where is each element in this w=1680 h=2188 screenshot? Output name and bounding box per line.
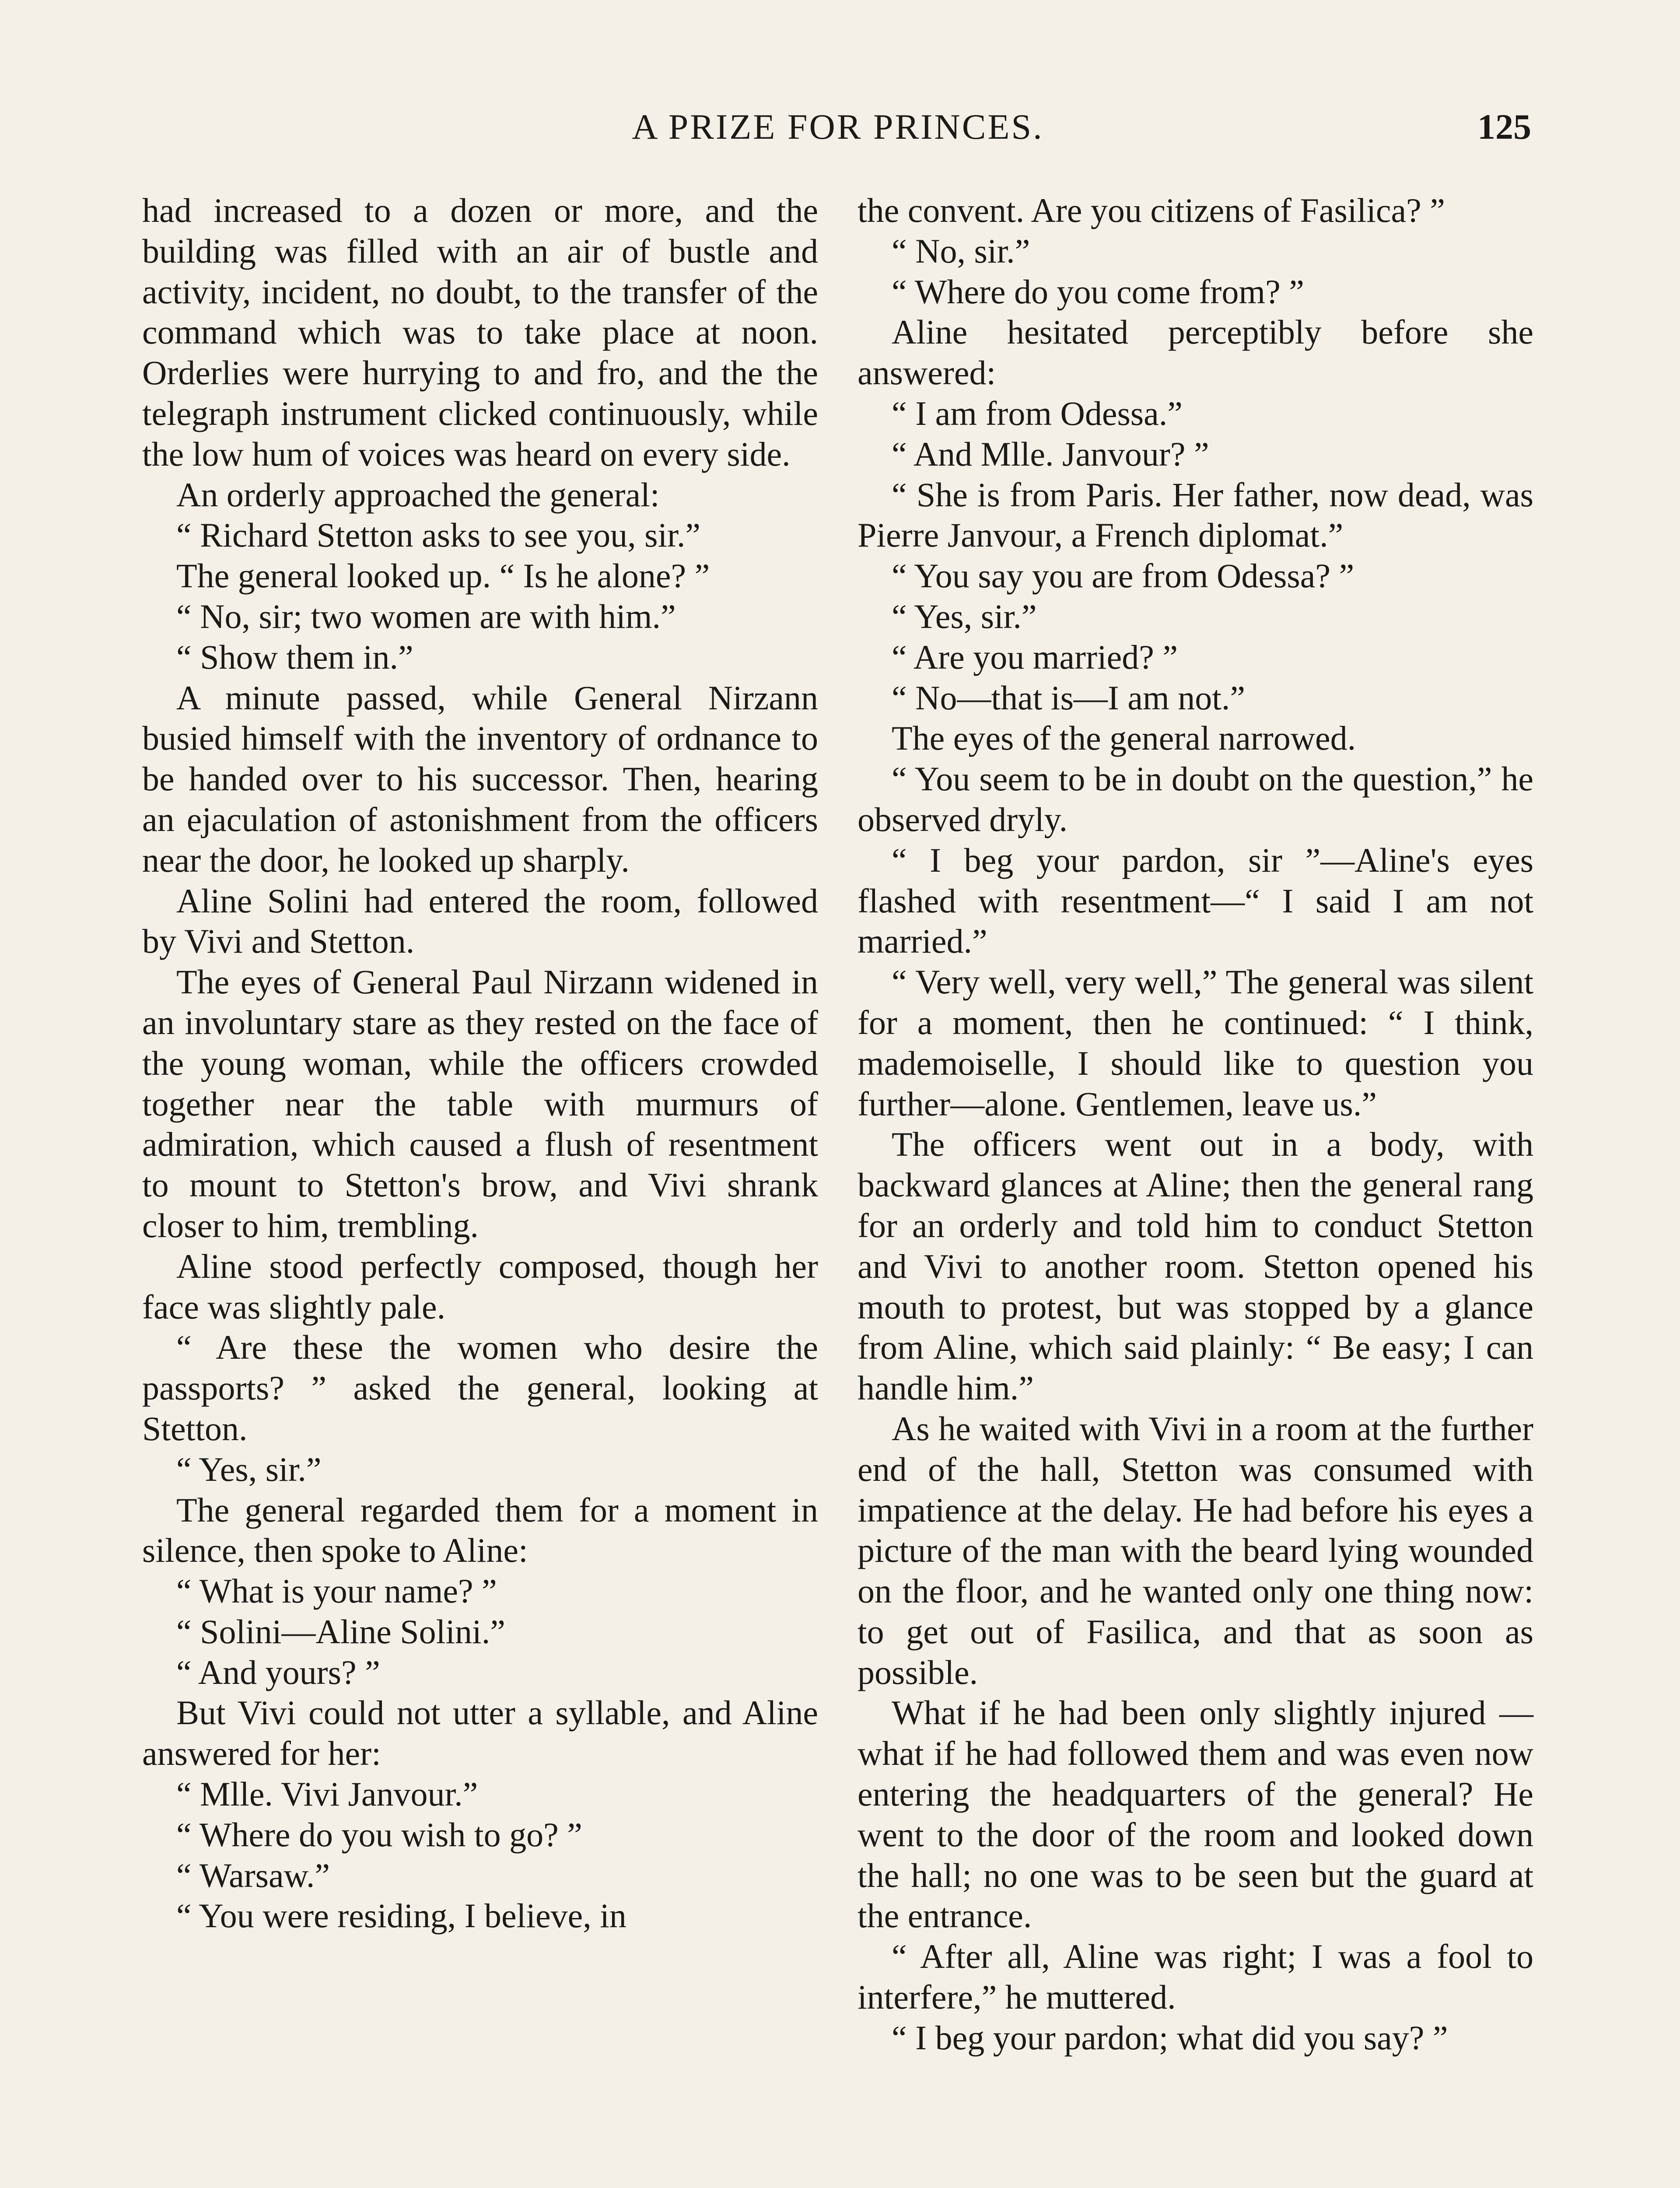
paragraph: “ And Mlle. Janvour? ”: [892, 435, 1209, 473]
paragraph: An orderly approached the general:: [176, 475, 660, 514]
paragraph: The general looked up. “ Is he alone? ”: [176, 557, 710, 595]
paragraph: “ Mlle. Vivi Janvour.”: [176, 1775, 478, 1813]
running-title: A PRIZE FOR PRINCES.: [632, 107, 1044, 147]
paragraph: A minute passed, while General Nirzann busied himself with the inventory of ordnance to be handed over to his successor. Then, hearing an ejaculation of astonishment from the officers near the door, he looked up sharply.: [142, 678, 818, 879]
paragraph: The general regarded them for a moment in silence, then spoke to Aline:: [142, 1490, 818, 1570]
paragraph: “ After all, Aline was right; I was a fool to interfere,” he muttered.: [858, 1937, 1533, 2016]
paragraph: “ I beg your pardon; what did you say? ”: [892, 2018, 1448, 2057]
paragraph: “ No—that is—I am not.”: [892, 678, 1245, 717]
paragraph: Aline hesitated perceptibly before she answered:: [858, 313, 1533, 392]
paragraph: the convent. Are you citizens of Fasilica? ”: [858, 191, 1445, 229]
paragraph: Aline Solini had entered the room, followed by Vivi and Stetton.: [142, 881, 818, 961]
paragraph: “ You seem to be in doubt on the question,” he observed dryly.: [858, 760, 1533, 838]
paragraph: The eyes of the general narrowed.: [892, 719, 1356, 757]
page-header: [144, 101, 1531, 153]
paragraph: “ Warsaw.”: [176, 1856, 330, 1894]
paragraph: “ Yes, sir.”: [892, 597, 1037, 635]
paragraph: “ No, sir.”: [892, 231, 1030, 270]
paragraph: “ Are you married? ”: [892, 638, 1178, 676]
paragraph: “ Solini—Aline Solini.”: [176, 1612, 505, 1651]
paragraph: “ Where do you come from? ”: [892, 272, 1304, 311]
paragraph: “ Yes, sir.”: [176, 1450, 322, 1488]
paragraph: “ What is your name? ”: [176, 1572, 497, 1610]
paragraph: What if he had been only slightly injured — what if he had followed them and was even now entering the headquarters of the general? He went to the door of the room and looked down the hall; no one was to be seen but the guard at the entrance.: [858, 1694, 1533, 1935]
paragraph: The eyes of General Paul Nirzann widened in an involuntary stare as they rested on the face of the young woman, while the officers crowded together near the table with murmurs of admiration, which caused a flush of resentment to mount to Stetton's brow, and Vivi shrank closer to him, trembling.: [142, 963, 818, 1245]
paragraph: had increased to a dozen or more, and the building was filled with an air of bustle and activity, incident, no doubt, to the transfer of the command which was to take place at noon. Orderlies were hurrying to and fro, and the the telegraph instrument clicked continuously, while the low hum of voices was heard on every side.: [142, 191, 818, 473]
page-number: 125: [1477, 107, 1531, 147]
paragraph: “ No, sir; two women are with him.”: [176, 597, 676, 635]
paragraph: Aline stood perfectly composed, though her face was slightly pale.: [142, 1247, 818, 1326]
paragraph: As he waited with Vivi in a room at the further end of the hall, Stetton was consumed with impatience at the delay. He had before his eyes a picture of the man with the beard lying wounded on the floor, and he wanted only one thing now: to get out of Fasilica, and that as soon as possible.: [858, 1409, 1533, 1691]
paragraph: But Vivi could not utter a syllable, and Aline answered for her:: [142, 1694, 818, 1773]
paragraph: “ And yours? ”: [176, 1653, 380, 1691]
paragraph: The officers went out in a body, with backward glances at Aline; then the general rang for an orderly and told him to conduct Stetton and Vivi to another room. Stetton opened his mouth to protest, but was stopped by a glance from Aline, which said plainly: “ Be easy; I can handle him.”: [858, 1125, 1533, 1407]
paragraph: “ You say you are from Odessa? ”: [892, 557, 1354, 595]
right-column: [858, 190, 1533, 2058]
paragraph: “ She is from Paris. Her father, now dead, was Pierre Janvour, a French diplomat.”: [858, 475, 1533, 554]
paragraph: “ Where do you wish to go? ”: [176, 1815, 582, 1854]
paragraph: “ Show them in.”: [176, 638, 413, 676]
paragraph: “ Richard Stetton asks to see you, sir.”: [176, 516, 700, 554]
left-column: [142, 190, 818, 1936]
paragraph: “ I am from Odessa.”: [892, 394, 1183, 432]
paragraph: “ Are these the women who desire the passports? ” asked the general, looking at Stetton.: [142, 1328, 818, 1448]
paragraph: “ You were residing, I believe, in: [176, 1897, 626, 1935]
paragraph: “ Very well, very well,” The general was silent for a moment, then he continued: “ I think, mademoiselle, I should like to question you further—alone. Gentlemen, leave us.”: [858, 963, 1533, 1123]
paragraph: “ I beg your pardon, sir ”—Aline's eyes flashed with resentment—“ I said I am not married.”: [858, 841, 1533, 961]
